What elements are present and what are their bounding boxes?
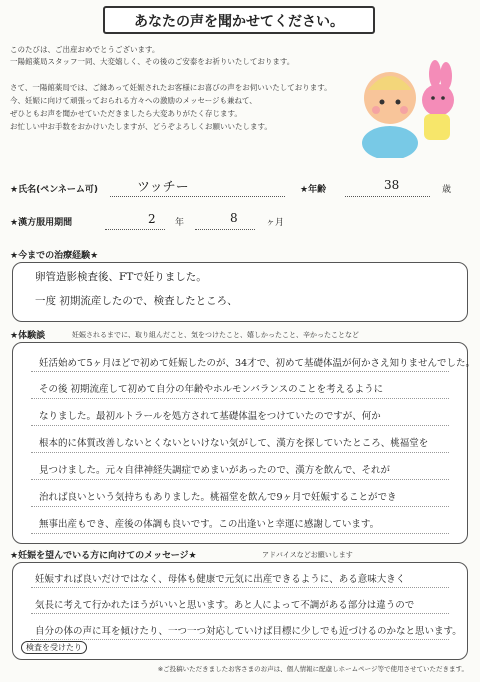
experience-line-7: 無事出産もでき、産後の体調も良いです。この出逢いと幸運に感謝しています。 — [39, 519, 380, 530]
age-underline — [345, 196, 430, 197]
message-note: アドバイスなどお願いします — [262, 551, 353, 559]
experience-line-4: 根本的に体質改善しないとくないといけない気がして、漢方を探していたところ、桃福堂を — [39, 438, 429, 449]
experience-label: ★体験談 — [10, 331, 46, 341]
message-annotation: 検査を受けたり — [21, 641, 87, 654]
experience-box — [12, 342, 475, 544]
treatment-label: ★今までの治療経験★ — [10, 251, 99, 261]
experience-line-3: なりました。最初ルトラールを処方されて基礎体温をつけていたのですが、何か — [39, 411, 381, 422]
age-value: 38 — [384, 178, 400, 192]
intro-line-1: このたびは、ご出産おめでとうございます。 — [10, 45, 160, 54]
treatment-line-2: 一度 初期流産したので、検査したところ、 — [35, 295, 238, 307]
age-unit: 歳 — [442, 185, 452, 195]
name-underline — [110, 196, 285, 197]
message-line-1: 妊娠すれば良いだけではなく、母体も健康で元気に出産できるように、ある意味大きく — [35, 574, 406, 585]
period-years-underline — [105, 229, 165, 230]
experience-note: 妊娠されるまでに、取り組んだこと、気をつけたこと、嬉しかったこと、辛かったことなど — [72, 331, 359, 339]
message-line-2: 気長に考えて行かれたほうがいいと思います。あと人によって不調がある部分は違うので — [35, 600, 415, 611]
period-year-unit: 年 — [175, 218, 185, 228]
name-value: ツッチー — [137, 180, 189, 195]
treatment-box — [12, 262, 468, 322]
period-month-unit: ヶ月 — [266, 218, 285, 228]
experience-line-5: 見つけました。元々自律神経失調症でめまいがあったので、漢方を飲んで、それが — [39, 465, 391, 476]
experience-line-6: 治れば良いという気持ちもありました。桃福堂を飲んで9ヶ月で妊娠することができ — [39, 492, 397, 503]
period-months-underline — [195, 229, 255, 230]
name-label: ★氏名(ペンネーム可) — [10, 185, 99, 195]
intro-line-4: 今、妊娠に向けて頑張っておられる方々への激励のメッセージも兼ねて、 — [10, 96, 257, 105]
experience-line-2: その後 初期流産して初めて自分の年齢やホルモンバランスのことを考えるように — [39, 384, 384, 395]
period-years-value: 2 — [148, 212, 156, 226]
age-label: ★年齢 — [300, 185, 327, 195]
period-label: ★漢方服用期間 — [10, 218, 73, 228]
intro-line-2: 一陽館薬局スタッフ一同、大変嬉しく、その後のご安泰をお祈りいたしております。 — [10, 57, 295, 66]
message-box — [12, 562, 468, 660]
message-line-3: 自分の体の声に耳を傾けたり、一つ一つ対応していけば目標に少しでも近づけるのかなと思います。 — [35, 626, 462, 637]
baby-and-bunny-illustration — [350, 58, 460, 158]
intro-line-3: さて、一陽館薬局では、ご縁あって妊娠されたお客様にお喜びの声をお伺いいたしております。 — [10, 83, 332, 92]
intro-line-6: お忙しい中お手数をおかけいたしますが、どうぞよろしくお願いいたします。 — [10, 122, 272, 131]
intro-line-5: ぜひともお声を聞かせていただきましたら大変ありがたく存じます。 — [10, 109, 242, 118]
experience-line-1: 妊活始めて5ヶ月ほどで初めて妊娠したのが、34才で、初めて基礎体温が何かさえ知りませんでした。 — [39, 358, 475, 369]
treatment-line-1: 卵管造影検査後、FTで妊りました。 — [35, 271, 207, 283]
footer-note: ※ご投稿いただきましたお客さまのお声は、個人情報に配慮しホームページ等で使用させていただきます。 — [157, 665, 468, 673]
period-months-value: 8 — [230, 211, 238, 225]
message-label: ★妊娠を望んでいる方に向けてのメッセージ★ — [10, 551, 197, 561]
page-title: あなたの声を聞かせてください。 — [103, 6, 375, 34]
